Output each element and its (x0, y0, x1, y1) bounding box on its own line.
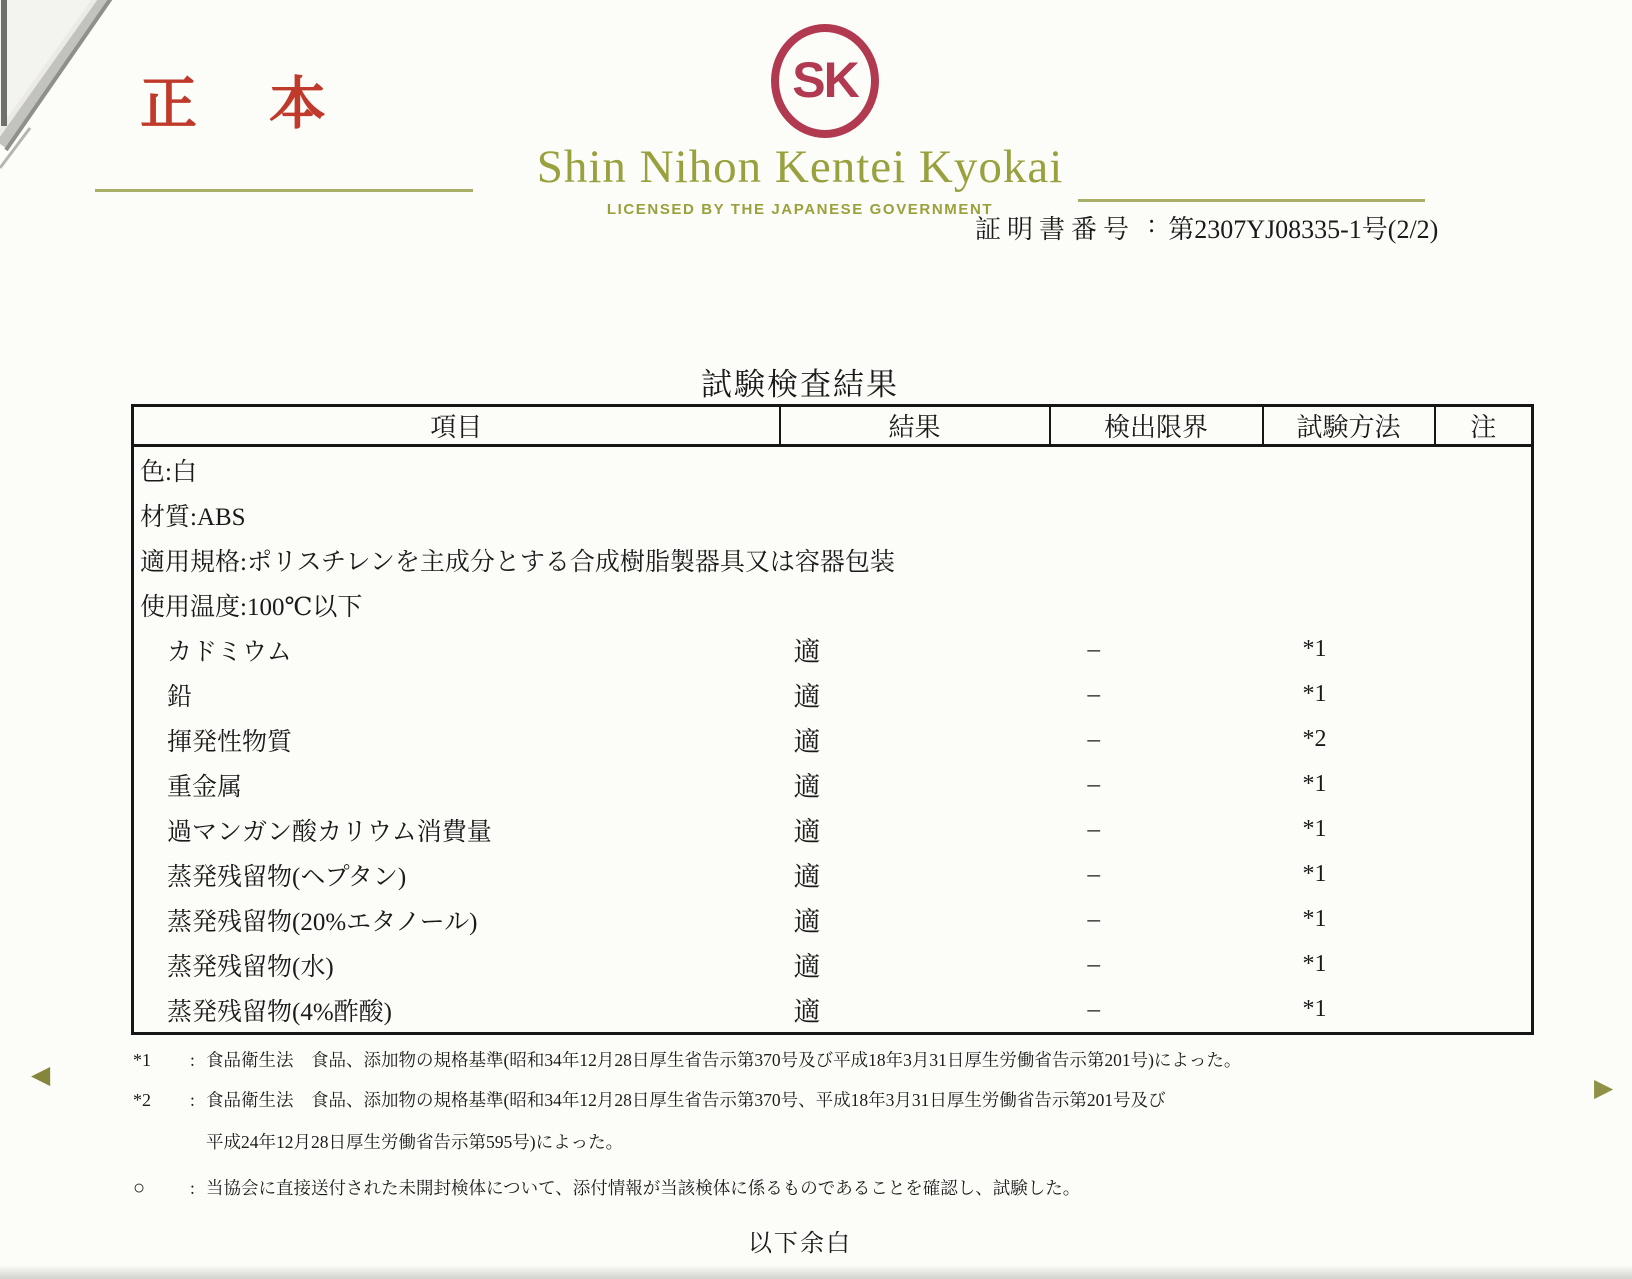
row-test-method: *1 (1302, 996, 1327, 1022)
table-row (133, 852, 1533, 897)
row-item: カドミウム (167, 638, 292, 666)
results-title: 試験検査結果 (701, 367, 899, 402)
row-item: 過マンガン酸カリウム消費量 (167, 818, 492, 846)
row-item: 蒸発残留物(4%酢酸) (167, 998, 392, 1026)
footnote-separator: : (190, 1050, 195, 1070)
row-item: 揮発性物質 (167, 728, 293, 756)
header-detection-limit: 検出限界 (1050, 406, 1263, 446)
info-row (133, 492, 1533, 537)
next-page-arrow[interactable]: ▶ (1594, 1073, 1614, 1102)
row-test-method: *1 (1302, 861, 1327, 887)
info-color: 色:白 (140, 458, 197, 486)
certificate-number-value: 第2307YJ08335-1号(2/2) (1168, 215, 1439, 244)
footnote-circle (133, 1178, 1533, 1199)
table-row (133, 627, 1533, 672)
certificate-number-label: 証明書番号 (975, 215, 1136, 244)
header-item: 項目 (133, 406, 780, 446)
row-item: 蒸発残留物(20%エタノール) (167, 908, 478, 936)
right-divider-rule (1078, 199, 1425, 202)
row-item: 重金属 (167, 773, 243, 801)
row-result: 適 (793, 682, 821, 712)
row-detection-limit: – (1087, 950, 1100, 978)
row-result: 適 (793, 727, 821, 757)
footnote-marker: ○ (133, 1177, 146, 1199)
table-row (133, 672, 1533, 717)
row-test-method: *1 (1302, 816, 1327, 842)
info-row (133, 537, 1533, 582)
row-test-method: *1 (1302, 906, 1327, 932)
table-row (133, 897, 1533, 942)
sk-logo-text: SK (792, 52, 858, 108)
footnote-text-line2: 平成24年12月28日厚生労働省告示第595号)によった。 (206, 1132, 624, 1152)
row-detection-limit: – (1087, 815, 1100, 843)
certificate-number (975, 209, 1438, 246)
row-detection-limit: – (1087, 860, 1100, 888)
header-note: 注 (1435, 406, 1533, 446)
row-test-method: *1 (1302, 681, 1327, 707)
info-use-temperature: 使用温度:100℃以下 (140, 593, 363, 621)
footnote-separator: : (190, 1090, 195, 1110)
end-of-document-label: 以下余白 (748, 1231, 852, 1257)
footnote-2 (133, 1090, 1533, 1153)
original-copy-stamp: 正本 (140, 73, 398, 136)
footnotes (133, 1050, 1533, 1199)
row-detection-limit: – (1087, 995, 1100, 1023)
row-note (1435, 807, 1533, 852)
row-note (1435, 717, 1533, 762)
row-result: 適 (793, 907, 821, 937)
organization-name: Shin Nihon Kentei Kyokai (536, 141, 1064, 193)
footnote-text (206, 1090, 1533, 1153)
row-note (1435, 627, 1533, 672)
row-test-method: *1 (1302, 951, 1327, 977)
certificate-number-separator: : (1148, 209, 1156, 238)
row-note (1435, 762, 1533, 807)
row-result: 適 (793, 997, 821, 1027)
footnote-text: 当協会に直接送付された未開封検体について、添付情報が当該検体に係るものであることを確認し、試験した。 (206, 1178, 1081, 1198)
previous-page-arrow[interactable]: ◀ (31, 1060, 51, 1089)
table-row (133, 807, 1533, 852)
info-applicable-standard: 適用規格:ポリスチレンを主成分とする合成樹脂製器具又は容器包装 (140, 548, 895, 576)
row-note (1435, 897, 1533, 942)
row-item: 鉛 (167, 683, 193, 711)
row-result: 適 (793, 817, 821, 847)
row-detection-limit: – (1087, 725, 1100, 753)
sk-logo (771, 24, 879, 138)
scan-bottom-edge (0, 1265, 1632, 1279)
row-item: 蒸発残留物(水) (167, 953, 334, 981)
footnote-marker: *1 (133, 1050, 151, 1070)
footnote-separator: : (190, 1178, 195, 1198)
table-row (133, 987, 1533, 1034)
footnote-marker: *2 (133, 1090, 151, 1110)
footnote-1 (133, 1050, 1533, 1071)
row-test-method: *1 (1302, 636, 1327, 662)
row-note (1435, 852, 1533, 897)
footnote-text: 食品衛生法 食品、添加物の規格基準(昭和34年12月28日厚生省告示第370号及び平成18年3月31日厚生労働省告示第201号)によった。 (206, 1050, 1242, 1070)
footnote-text-line1: 食品衛生法 食品、添加物の規格基準(昭和34年12月28日厚生省告示第370号、平成18年3月31日厚生労働省告示第201号及び (206, 1090, 1166, 1110)
info-row (133, 582, 1533, 627)
results-table (131, 404, 1534, 1035)
row-detection-limit: – (1087, 770, 1100, 798)
row-detection-limit: – (1087, 680, 1100, 708)
row-item: 蒸発残留物(ヘプタン) (167, 863, 407, 891)
table-row (133, 942, 1533, 987)
left-divider-rule (95, 189, 473, 192)
organization-subtitle: LICENSED BY THE JAPANESE GOVERNMENT (606, 201, 994, 218)
table-row (133, 717, 1533, 762)
row-result: 適 (793, 952, 821, 982)
row-note (1435, 987, 1533, 1034)
info-row (133, 446, 1533, 493)
header-test-method: 試験方法 (1263, 406, 1435, 446)
row-note (1435, 942, 1533, 987)
row-result: 適 (793, 772, 821, 802)
row-detection-limit: – (1087, 635, 1100, 663)
table-row (133, 762, 1533, 807)
row-note (1435, 672, 1533, 717)
info-material: 材質:ABS (140, 503, 246, 531)
row-test-method: *1 (1302, 771, 1327, 797)
row-result: 適 (793, 637, 821, 667)
header-result: 結果 (780, 406, 1050, 446)
row-result: 適 (793, 862, 821, 892)
row-test-method: *2 (1302, 726, 1327, 752)
row-detection-limit: – (1087, 905, 1100, 933)
table-header-row (133, 406, 1533, 446)
